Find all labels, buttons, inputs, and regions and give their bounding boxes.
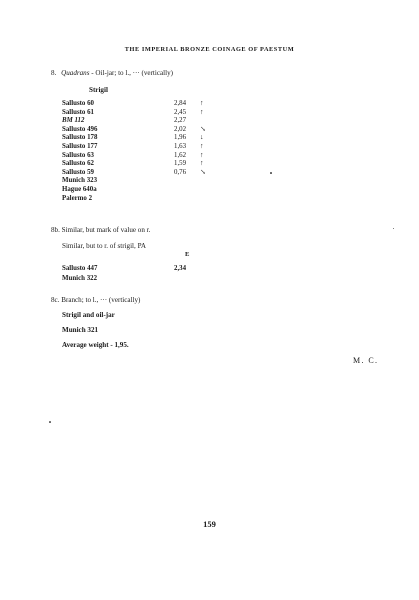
specimen-weight: 1,59 [174,160,187,168]
specimen-name: Sallusto 61 [62,108,94,116]
paper-speck [270,172,272,174]
die-axis-arrow: ↑ [200,159,204,168]
specimen-weight: 1,62 [174,151,187,159]
specimen-name: Hague 640a [62,186,97,193]
specimen-name: Sallusto 62 [62,160,94,168]
specimen-weight: 2,84 [174,100,187,107]
specimen-name: BM 112 [62,117,85,125]
specimen-name: Munich 322 [62,275,98,282]
specimen-weight: 2,45 [174,108,187,116]
specimen-weight: 0,76 [174,168,187,176]
die-axis-arrow: ↓ [200,133,204,142]
reverse-description: Strigil [89,86,108,94]
author-initials: M. C. [353,356,379,365]
entry-8c-specimen: Munich 321 [62,326,99,334]
denomination: Quadrans [61,69,90,77]
specimen-name: Sallusto 447 [62,265,98,272]
specimen-name: Sallusto 59 [62,168,94,176]
specimen-name: Sallusto 60 [62,100,94,107]
die-axis-arrow: ↑ [200,99,204,107]
obverse-description: - Oil-jar; to l., ··· (vertically) [91,69,174,77]
page-number: 159 [203,519,216,529]
entry-8b-reverse: Similar, but to r. of strigil, PA [62,242,146,250]
table-row [62,195,242,204]
specimen-weight: 2,02 [174,125,187,133]
specimen-name: Sallusto 496 [62,125,98,133]
specimen-weight: 2,34 [174,265,187,272]
paper-speck [393,228,394,229]
entry-8b-heading: 8b. Similar, but mark of value on r. [51,226,151,234]
die-axis-arrow: ↑ [200,107,204,116]
running-header: THE IMPERIAL BRONZE COINAGE OF PAESTUM [124,46,295,53]
paper-speck [49,421,51,423]
specimen-weight: 1,63 [174,143,187,150]
specimen-weight: 2,27 [174,117,187,125]
table-row [62,265,242,274]
specimen-name: Sallusto 178 [62,134,98,142]
specimen-name: Sallusto 177 [62,143,98,150]
die-axis-arrow: ↑ [200,150,204,159]
specimen-name: Munich 323 [62,177,98,185]
entry-number: 8. [51,69,57,77]
table-row [62,275,242,284]
die-axis-arrow: ↘ [200,124,206,133]
mark-letter: E [185,251,190,258]
entry-8-heading [51,69,173,77]
specimen-weight: 1,96 [174,134,187,142]
die-axis-arrow: ↘ [200,167,206,176]
specimen-name: Palermo 2 [62,194,93,202]
entry-8c-heading: 8c. Branch; to l., ··· (vertically) [51,296,141,304]
entry-8c-reverse: Strigil and oil-jar [62,311,115,319]
average-weight: Average weight - 1,95. [62,341,129,349]
specimen-name: Sallusto 63 [62,151,94,159]
die-axis-arrow: ↑ [200,142,204,150]
